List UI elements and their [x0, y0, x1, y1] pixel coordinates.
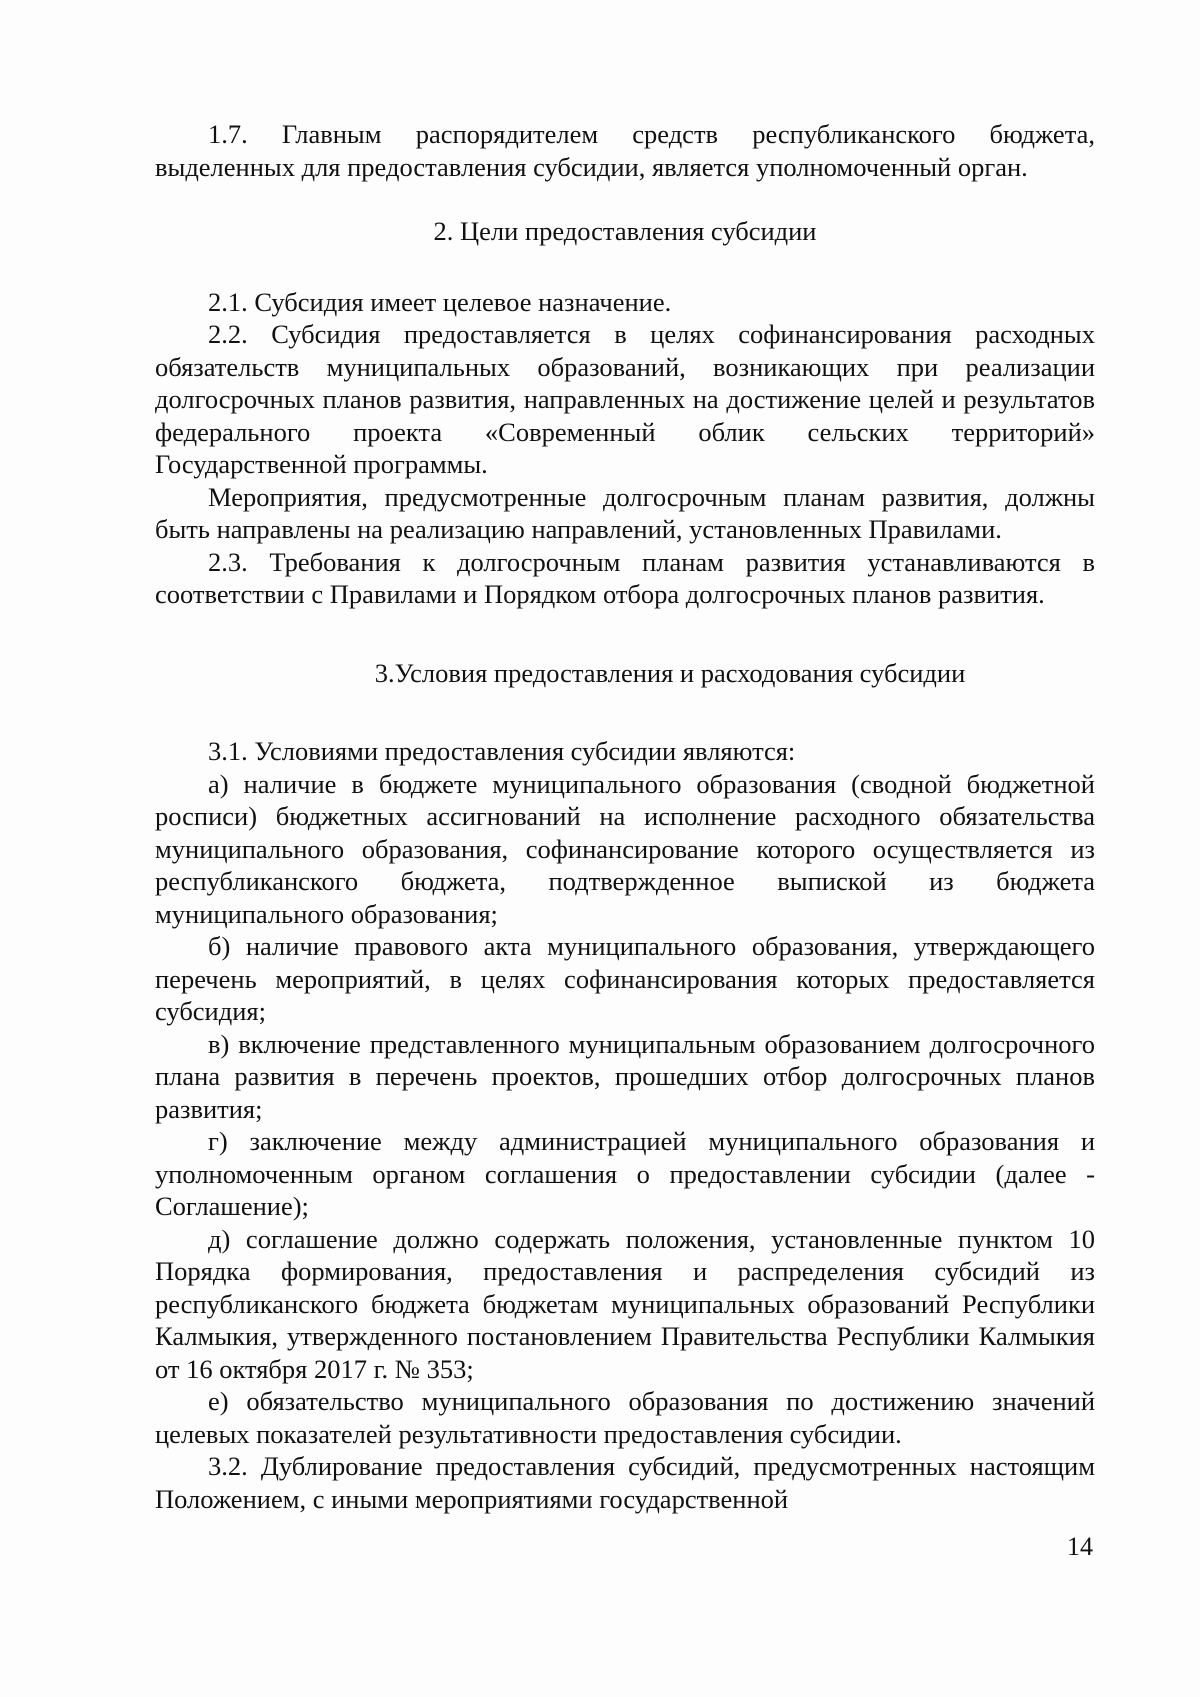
list-item-b: б) наличие правового акта муниципального образования, утверждающего перечень мероприятий, в целях софинансирования которых предоставляется субсидия;: [155, 931, 1095, 1026]
section-3-heading: 3.Условия предоставления и расходования субсидии: [374, 657, 966, 688]
page-number: 14: [1067, 1532, 1093, 1561]
spacer: [155, 611, 1095, 657]
list-item-v: в) включение представленного муниципальным образованием долгосрочного плана развития в перечень проектов, прошедших отбор долгосрочных планов развития;: [155, 1028, 1095, 1124]
section-2-heading: 2. Цели предоставления субсидии: [433, 216, 817, 246]
spacer: [155, 183, 1095, 215]
spacer: [155, 689, 1095, 735]
spacer: [155, 248, 1095, 286]
paragraph-3-2: 3.2. Дублирование предоставления субсидий, предусмотренных настоящим Положением, с иными мероприятиями государственной: [155, 1451, 1095, 1514]
document-body: [155, 118, 1095, 1515]
list-item-a: а) наличие в бюджете муниципального образования (сводной бюджетной росписи) бюджетных ассигнований на исполнение расходного обязательства муниципального образования, софинансирование которого осуществляется из республиканского бюджета, подтвержденное выпиской из бюджета муниципального образования;: [155, 768, 1095, 929]
list-item-e: е) обязательство муниципального образования по достижению значений целевых показателей результативности предоставления субсидии.: [155, 1386, 1095, 1449]
paragraph-1-7: 1.7. Главным распорядителем средств республиканского бюджета, выделенных для предоставления субсидии, является уполномоченный орган.: [155, 119, 1095, 182]
paragraph-2-2-events: Мероприятия, предусмотренные долгосрочным планам развития, должны быть направлены на реализацию направлений, установленных Правилами.: [155, 481, 1095, 544]
paragraph-2-1: 2.1. Субсидия имеет целевое назначение.: [208, 286, 672, 317]
paragraph-2-3: 2.3. Требования к долгосрочным планам развития устанавливаются в соответствии с Правилами и Порядком отбора долгосрочных планов развития.: [155, 546, 1095, 609]
list-item-g: г) заключение между администрацией муниципального образования и уполномоченным органом соглашения о предоставлении субсидии (далее - Соглашение);: [155, 1126, 1095, 1221]
paragraph-3-1: 3.1. Условиями предоставления субсидии являются:: [208, 736, 796, 766]
paragraph-2-2: 2.2. Субсидия предоставляется в целях софинансирования расходных обязательств муниципальных образований, возникающих при реализации долгосрочных планов развития, направленных на достижение целей и результатов федерального проекта «Современный облик сельских территорий» Государственной программы.: [155, 319, 1095, 479]
list-item-d: д) соглашение должно содержать положения, установленные пунктом 10 Порядка формирования, предоставления и распределения субсидий из республиканского бюджета бюджетам муниципальных образований Республики Калмыкия, утвержденного постановлением Правительства Республики Калмыкия от 16 октября 2017 г. № 353;: [155, 1223, 1095, 1384]
